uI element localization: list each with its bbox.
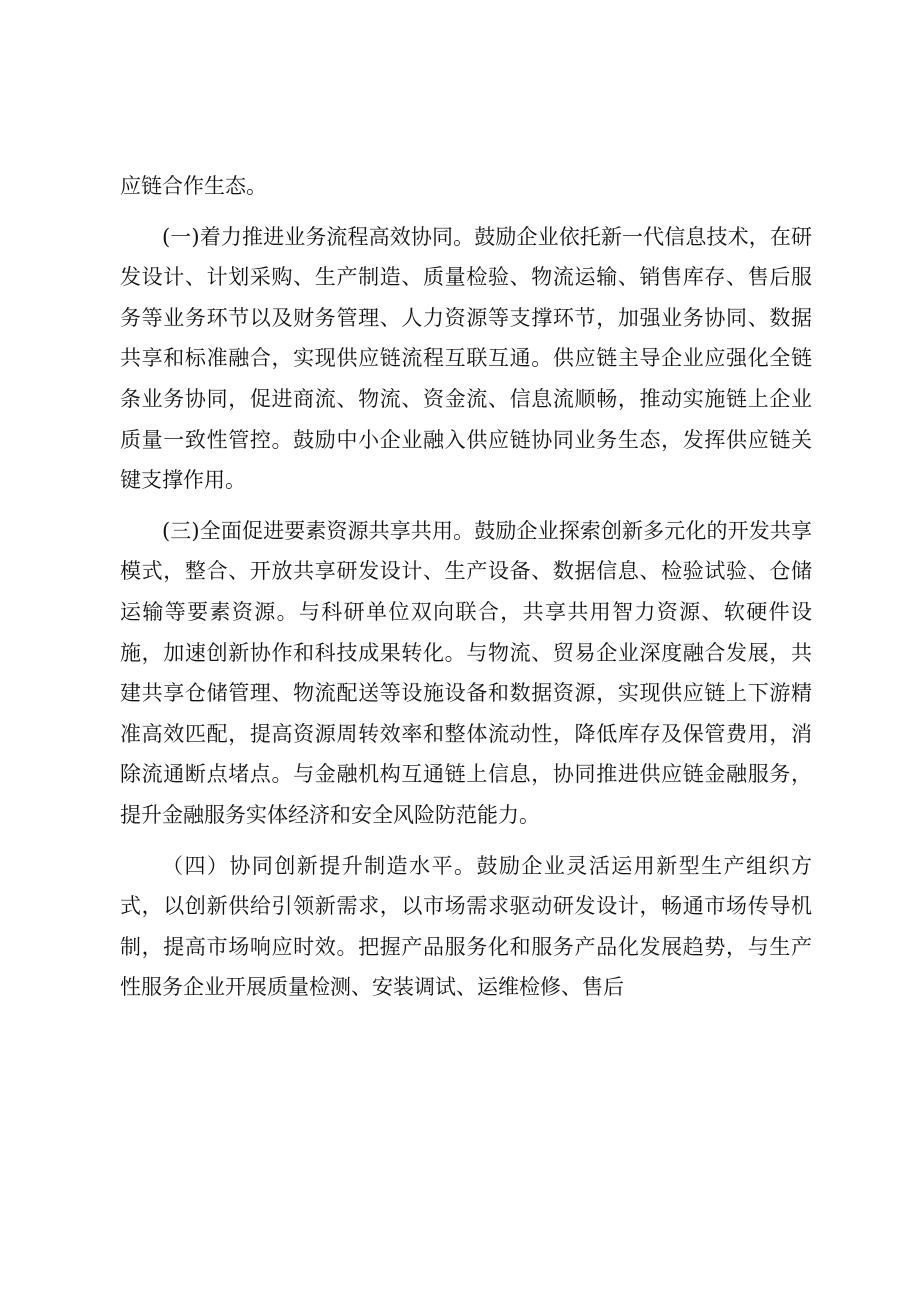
paragraph-section-3: (三)全面促进要素资源共享共用。鼓励企业探索创新多元化的开发共享模式，整合、开放共享研发设计、生产设备、数据信息、检验试验、仓储运输等要素资源。与科研单位双向联合，共享共用智力资源、软硬件设施，加速创新协作和科技成果转化。与物流、贸易企业深度融合发展，共建共享仓储管理、物流配送等设施设备和数据资源，实现供应链上下游精准高效匹配，提高资源周转效率和整体流动性，降低库存及保管费用，消除流通断点堵点。与金融机构互通链上信息，协同推进供应链金融服务，提升金融服务实体经济和安全风险防范能力。 bbox=[120, 518, 812, 827]
paragraph-section-1: (一)着力推进业务流程高效协同。鼓励企业依托新一代信息技术，在研发设计、计划采购、生产制造、质量检验、物流运输、销售库存、售后服务等业务环节以及财务管理、人力资源等支撑环节，加强业务协同、数据共享和标准融合，实现供应链流程互联互通。供应链主导企业应强化全链条业务协同，促进商流、物流、资金流、信息流顺畅，推动实施链上企业质量一致性管控。鼓励中小企业融入供应链协同业务生态，发挥供应链关键支撑作用。 bbox=[120, 224, 812, 493]
document-body bbox=[120, 166, 812, 1008]
paragraph-section-4: （四）协同创新提升制造水平。鼓励企业灵活运用新型生产组织方式，以创新供给引领新需求，以市场需求驱动研发设计，畅通市场传导机制，提高市场响应时效。把握产品服务化和服务产品化发展趋势，与生产性服务企业开展质量检测、安装调试、运维检修、售后 bbox=[120, 853, 812, 1000]
paragraph-continuation: 应链合作生态。 bbox=[120, 174, 267, 198]
